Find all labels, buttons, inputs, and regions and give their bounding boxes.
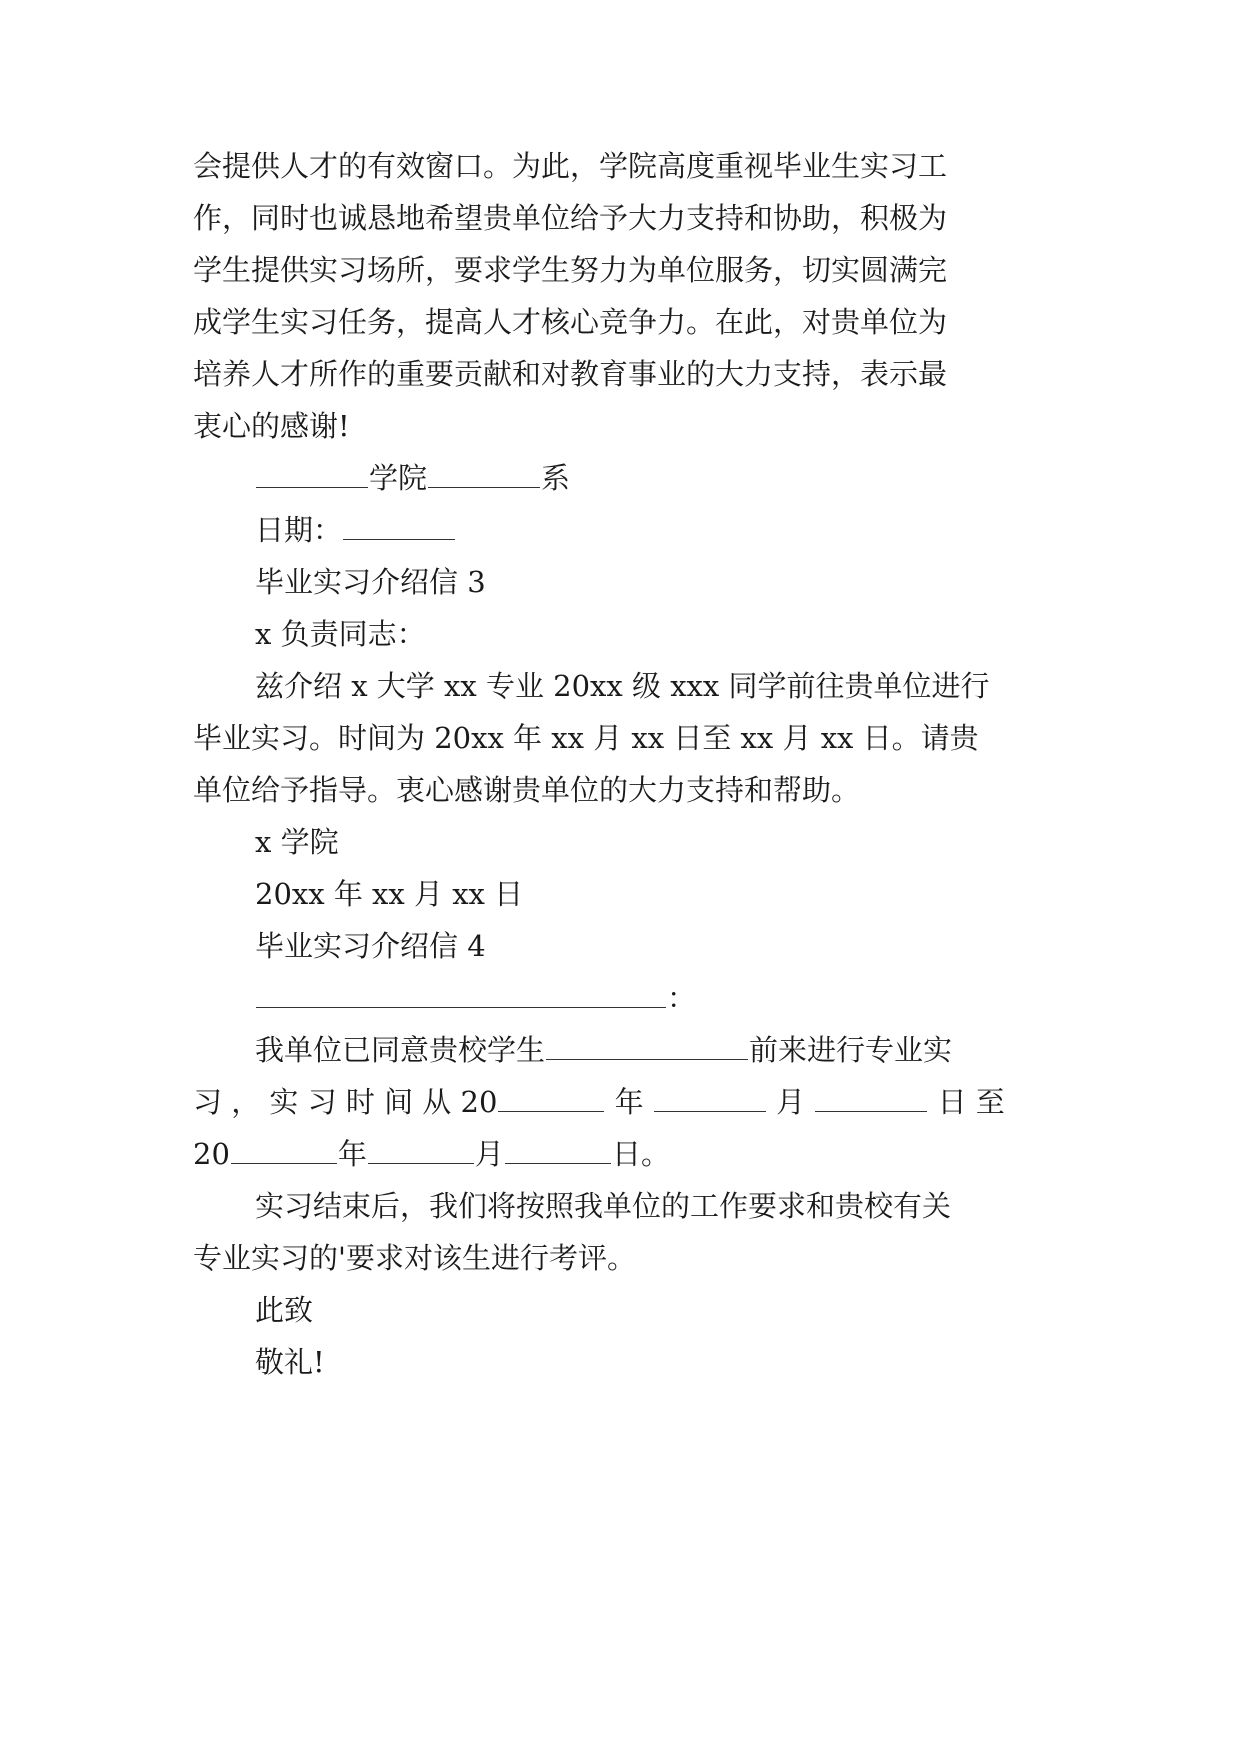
date-label: 日期：	[255, 513, 343, 547]
start-day-label: 日 至	[937, 1085, 1005, 1119]
start-month-label: 月	[776, 1085, 806, 1119]
letter-4-line-1	[255, 1030, 952, 1070]
salutation-colon: ：	[667, 981, 697, 1015]
letter-3-body-line-3: 单位给予指导。衷心感谢贵单位的大力支持和帮助。	[193, 773, 861, 807]
letter-4-title: 毕业实习介绍信 4	[255, 929, 486, 963]
letter-4-closing-2: 敬礼!	[255, 1345, 325, 1379]
college-label: 学院	[369, 461, 428, 495]
paragraph-1-line-4: 成学生实习任务，提高人才核心竞争力。在此，对贵单位为	[193, 305, 948, 339]
letter-3-signature: x 学院	[255, 825, 339, 859]
start-year-label: 年	[614, 1085, 644, 1119]
start-day-blank	[815, 1087, 927, 1112]
start-year-blank	[498, 1087, 604, 1112]
paragraph-1-line-6: 衷心的感谢!	[193, 409, 350, 443]
dept-label: 系	[541, 461, 571, 495]
letter-4-para-2-line-2: 专业实习的'要求对该生进行考评。	[193, 1241, 636, 1275]
letter-3-date: 20xx 年 xx 月 xx 日	[255, 877, 524, 911]
paragraph-1-line-5: 培养人才所作的重要贡献和对教育事业的大力支持，表示最	[193, 357, 948, 391]
date-line	[255, 510, 456, 550]
letter-4-line-2	[193, 1082, 1005, 1122]
letter-4-line-3	[193, 1134, 670, 1174]
letter-3-title: 毕业实习介绍信 3	[255, 565, 486, 599]
letter-3-body-line-2: 毕业实习。时间为 20xx 年 xx 月 xx 日至 xx 月 xx 日。请贵	[193, 721, 979, 755]
paragraph-1-line-2: 作，同时也诚恳地希望贵单位给予大力支持和协助，积极为	[193, 201, 948, 235]
line-2-prefix: 习 ， 实 习 时 间 从 20	[193, 1085, 498, 1119]
recipient-blank	[256, 983, 666, 1008]
end-year-blank	[231, 1139, 337, 1164]
letter-3-salutation: x 负责同志：	[255, 617, 426, 651]
line-1-suffix: 前来进行专业实	[749, 1033, 953, 1067]
end-day-blank	[505, 1139, 611, 1164]
end-year-label: 年	[337, 1137, 367, 1171]
student-name-blank	[546, 1035, 748, 1060]
end-month-blank	[368, 1139, 474, 1164]
line-1-prefix: 我单位已同意贵校学生	[255, 1033, 546, 1067]
end-day-label: 日。	[611, 1137, 670, 1171]
line-3-prefix: 20	[193, 1137, 230, 1171]
letter-4-salutation	[255, 978, 696, 1018]
paragraph-1-line-1: 会提供人才的有效窗口。为此，学院高度重视毕业生实习工	[193, 149, 948, 183]
college-blank	[256, 463, 368, 488]
paragraph-1-line-3: 学生提供实习场所，要求学生努力为单位服务，切实圆满完	[193, 253, 948, 287]
end-month-label: 月	[474, 1137, 504, 1171]
college-dept-line	[255, 458, 570, 498]
date-blank	[343, 515, 455, 540]
letter-3-body-line-1: 兹介绍 x 大学 xx 专业 20xx 级 xxx 同学前往贵单位进行	[255, 669, 990, 703]
letter-4-para-2-line-1: 实习结束后，我们将按照我单位的工作要求和贵校有关	[255, 1189, 952, 1223]
start-month-blank	[654, 1087, 766, 1112]
dept-blank	[428, 463, 540, 488]
letter-4-closing-1: 此致	[255, 1293, 314, 1327]
